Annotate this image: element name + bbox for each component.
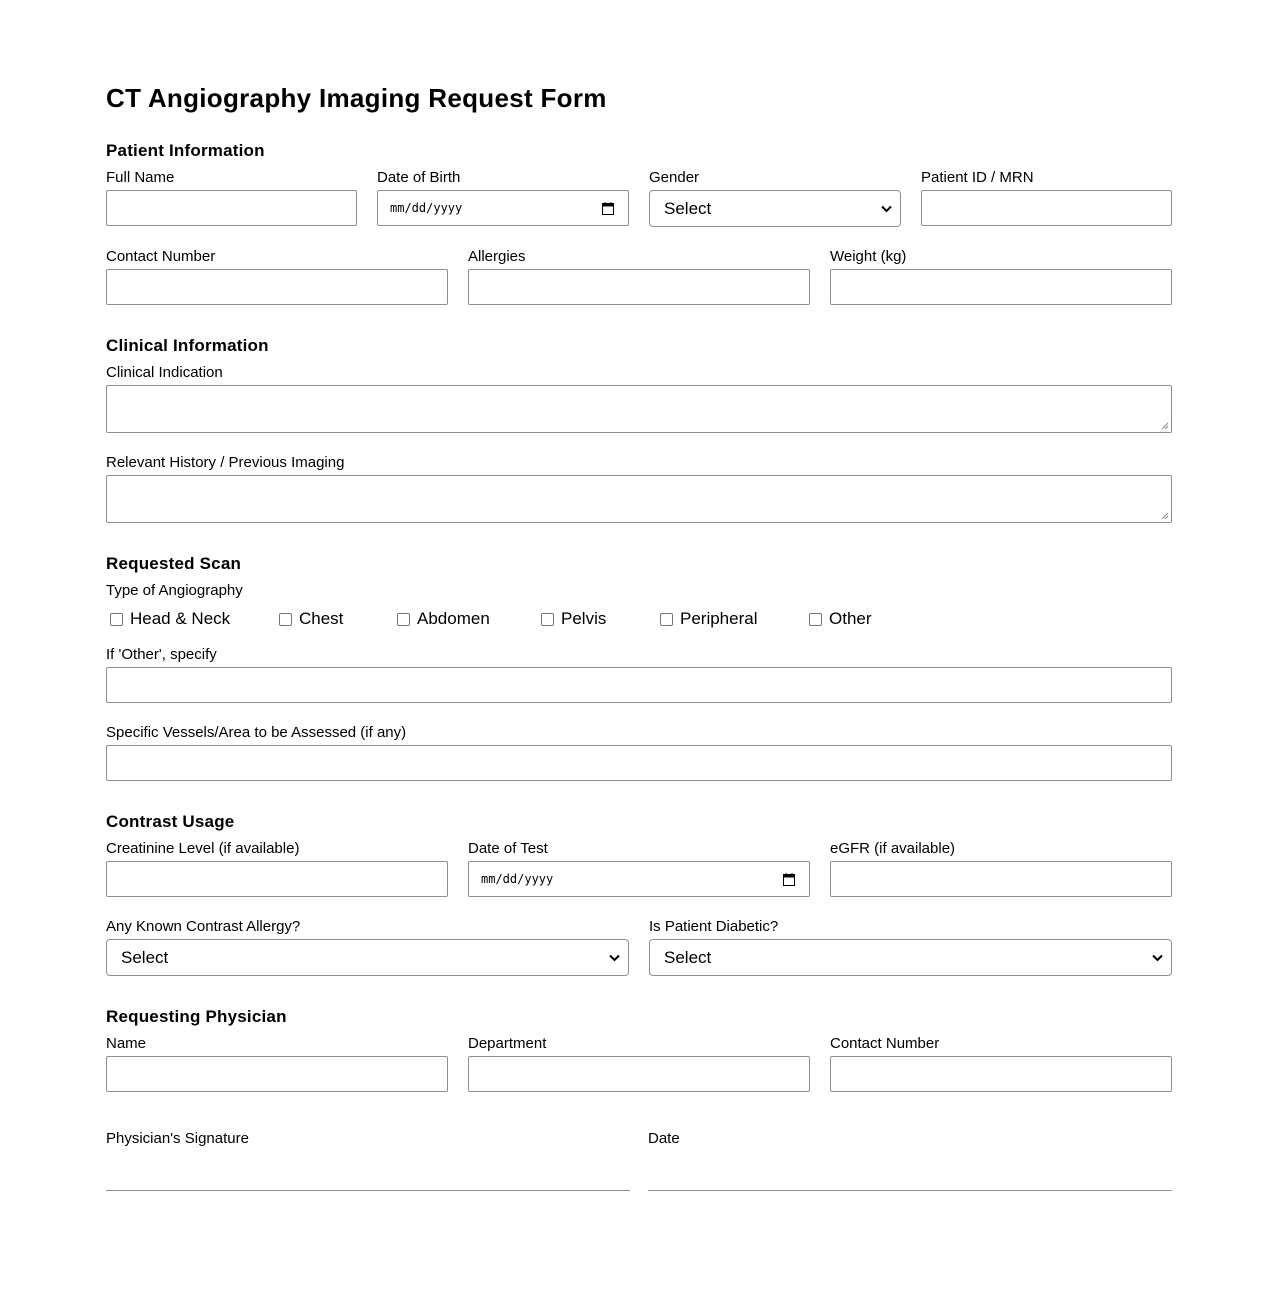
checkbox-label: Chest: [299, 609, 344, 628]
gender-select-value: Select: [664, 198, 712, 218]
egfr-input[interactable]: [830, 861, 1172, 897]
dob-placeholder: mm/dd/yyyy: [390, 201, 463, 215]
history-textarea[interactable]: [106, 475, 1172, 523]
diabetic-select[interactable]: [649, 939, 1172, 976]
clinical-indication-textarea[interactable]: [106, 385, 1172, 433]
signature-label: Physician's Signature: [106, 1130, 249, 1147]
checkbox-box[interactable]: [660, 613, 673, 626]
clinical-indication-label: Clinical Indication: [106, 364, 223, 381]
checkbox-box[interactable]: [809, 613, 822, 626]
department-input[interactable]: [468, 1056, 810, 1092]
checkbox-head-neck[interactable]: [110, 609, 230, 629]
page-title: CT Angiography Imaging Request Form: [106, 83, 607, 113]
full-name-input[interactable]: [106, 190, 357, 226]
dob-label: Date of Birth: [377, 169, 461, 186]
physician-name-label: Name: [106, 1035, 147, 1052]
vessels-label: Specific Vessels/Area to be Assessed (if any): [106, 724, 407, 741]
chevron-down-icon: [881, 205, 892, 213]
other-specify-label: If 'Other', specify: [106, 646, 217, 663]
test-date-input[interactable]: [468, 861, 810, 897]
allergies-input[interactable]: [468, 269, 810, 305]
signature-date-label: Date: [648, 1130, 680, 1147]
creatinine-label: Creatinine Level (if available): [106, 840, 300, 857]
physician-contact-label: Contact Number: [830, 1035, 940, 1052]
calendar-icon[interactable]: [783, 873, 795, 886]
checkbox-label: Peripheral: [680, 609, 758, 628]
chevron-down-icon: [609, 954, 620, 962]
other-specify-input[interactable]: [106, 667, 1172, 703]
allergies-label: Allergies: [468, 248, 526, 265]
weight-label: Weight (kg): [830, 248, 907, 265]
test-date-placeholder: mm/dd/yyyy: [481, 872, 554, 886]
vessels-input[interactable]: [106, 745, 1172, 781]
resize-grip-icon[interactable]: [1161, 512, 1169, 520]
patient-contact-input[interactable]: [106, 269, 448, 305]
contrast-allergy-value: Select: [121, 947, 169, 967]
checkbox-box[interactable]: [541, 613, 554, 626]
weight-input[interactable]: [830, 269, 1172, 305]
checkbox-box[interactable]: [110, 613, 123, 626]
patient-id-input[interactable]: [921, 190, 1172, 226]
checkbox-label: Other: [829, 609, 872, 628]
diabetic-label: Is Patient Diabetic?: [649, 918, 779, 935]
patient-contact-label: Contact Number: [106, 248, 216, 265]
checkbox-label: Abdomen: [417, 609, 490, 628]
signature-line: [106, 1190, 630, 1191]
department-label: Department: [468, 1035, 547, 1052]
contrast-section-heading: Contrast Usage: [106, 812, 235, 831]
egfr-label: eGFR (if available): [830, 840, 956, 857]
gender-label: Gender: [649, 169, 700, 186]
physician-contact-input[interactable]: [830, 1056, 1172, 1092]
checkbox-abdomen[interactable]: [397, 609, 490, 629]
scan-section-heading: Requested Scan: [106, 554, 242, 573]
signature-date-line: [648, 1190, 1172, 1191]
dob-date-input[interactable]: [377, 190, 629, 226]
contrast-allergy-label: Any Known Contrast Allergy?: [106, 918, 301, 935]
calendar-icon[interactable]: [602, 202, 614, 215]
history-label: Relevant History / Previous Imaging: [106, 454, 345, 471]
checkbox-pelvis[interactable]: [541, 609, 606, 629]
clinical-section-heading: Clinical Information: [106, 336, 269, 355]
test-date-label: Date of Test: [468, 840, 548, 857]
diabetic-value: Select: [664, 947, 712, 967]
checkbox-box[interactable]: [397, 613, 410, 626]
angiography-type-label: Type of Angiography: [106, 582, 243, 599]
checkbox-box[interactable]: [279, 613, 292, 626]
checkbox-label: Head & Neck: [130, 609, 231, 628]
patient-section-heading: Patient Information: [106, 141, 265, 160]
contrast-allergy-select[interactable]: [106, 939, 629, 976]
physician-name-input[interactable]: [106, 1056, 448, 1092]
creatinine-input[interactable]: [106, 861, 448, 897]
resize-grip-icon[interactable]: [1161, 422, 1169, 430]
gender-select[interactable]: [649, 190, 901, 227]
checkbox-other[interactable]: [809, 609, 872, 629]
checkbox-chest[interactable]: [279, 609, 343, 629]
physician-section-heading: Requesting Physician: [106, 1007, 287, 1026]
patient-id-label: Patient ID / MRN: [921, 169, 1034, 186]
chevron-down-icon: [1152, 954, 1163, 962]
checkbox-peripheral[interactable]: [660, 609, 758, 629]
full-name-label: Full Name: [106, 169, 175, 186]
checkbox-label: Pelvis: [561, 609, 607, 628]
